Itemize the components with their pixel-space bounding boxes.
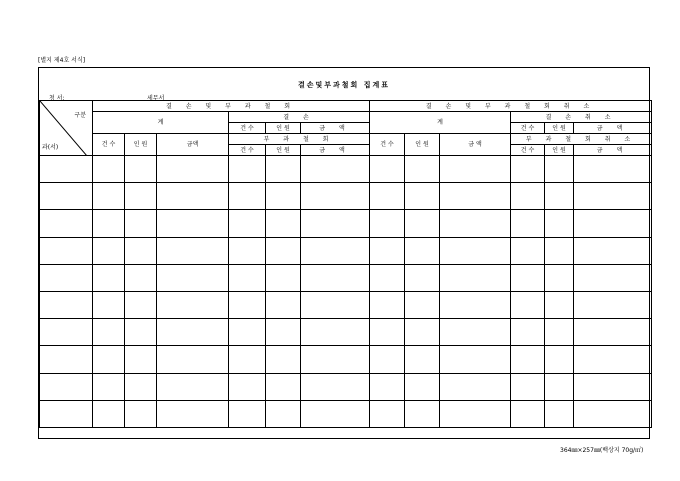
loss-header: 결 손 <box>229 112 370 123</box>
table-cell[interactable] <box>370 373 405 400</box>
table-cell[interactable] <box>405 183 440 210</box>
table-cell[interactable] <box>440 346 511 373</box>
table-cell[interactable] <box>574 319 652 346</box>
table-cell[interactable] <box>266 156 301 183</box>
summary-form <box>38 67 650 439</box>
table-cell[interactable] <box>301 210 370 237</box>
table-cell[interactable] <box>229 346 266 373</box>
table-cell[interactable] <box>405 210 440 237</box>
col-amount-total: 금액 <box>157 134 229 156</box>
table-cell[interactable] <box>405 291 440 318</box>
table-cell[interactable] <box>93 210 125 237</box>
col-amount: 금 액 <box>574 145 652 156</box>
table-cell[interactable] <box>511 210 545 237</box>
table-cell[interactable] <box>229 319 266 346</box>
table-cell[interactable] <box>40 264 93 291</box>
table-cell[interactable] <box>370 291 405 318</box>
col-amount-total: 금 액 <box>440 134 511 156</box>
table-cell[interactable] <box>574 237 652 264</box>
table-cell[interactable] <box>574 264 652 291</box>
table-cell[interactable] <box>511 156 545 183</box>
table-cell[interactable] <box>125 291 157 318</box>
table-cell[interactable] <box>574 400 652 427</box>
table-cell[interactable] <box>40 210 93 237</box>
table-cell[interactable] <box>229 264 266 291</box>
table-cell[interactable] <box>125 319 157 346</box>
total-header-left: 계 <box>93 112 229 134</box>
table-cell[interactable] <box>301 156 370 183</box>
col-people: 인 원 <box>405 134 440 156</box>
col-count: 건 수 <box>511 145 545 156</box>
table-cell[interactable] <box>440 156 511 183</box>
table-cell[interactable] <box>301 346 370 373</box>
col-people: 인 원 <box>545 123 574 134</box>
table-cell[interactable] <box>266 183 301 210</box>
table-cell[interactable] <box>405 237 440 264</box>
table-cell[interactable] <box>511 264 545 291</box>
table-cell[interactable] <box>40 400 93 427</box>
imposition-withdrawal-header: 부 과 철 회 <box>229 134 370 145</box>
table-cell[interactable] <box>93 373 125 400</box>
table-cell[interactable] <box>40 346 93 373</box>
table-row <box>40 346 652 373</box>
table-cell[interactable] <box>229 400 266 427</box>
table-cell[interactable] <box>157 183 229 210</box>
col-count: 건 수 <box>370 134 405 156</box>
table-cell[interactable] <box>93 237 125 264</box>
table-cell[interactable] <box>301 183 370 210</box>
table-cell[interactable] <box>440 264 511 291</box>
table-row <box>40 373 652 400</box>
table-cell[interactable] <box>440 237 511 264</box>
table-cell[interactable] <box>125 237 157 264</box>
table-cell[interactable] <box>40 373 93 400</box>
table-cell[interactable] <box>574 373 652 400</box>
table-cell[interactable] <box>370 264 405 291</box>
table-cell[interactable] <box>301 373 370 400</box>
col-people: 인 원 <box>266 123 301 134</box>
table-cell[interactable] <box>511 319 545 346</box>
table-row <box>40 156 652 183</box>
table-cell[interactable] <box>405 156 440 183</box>
table-cell[interactable] <box>370 237 405 264</box>
form-title: 결손및부과철회 집계표 <box>297 81 391 89</box>
table-row <box>40 183 652 210</box>
table-cell[interactable] <box>40 237 93 264</box>
table-cell[interactable] <box>93 319 125 346</box>
table-cell[interactable] <box>157 319 229 346</box>
corner-cell <box>40 101 93 156</box>
col-amount: 금 액 <box>301 145 370 156</box>
table-cell[interactable] <box>405 346 440 373</box>
table-cell[interactable] <box>266 319 301 346</box>
table-cell[interactable] <box>157 237 229 264</box>
col-amount: 금 액 <box>301 123 370 134</box>
table-cell[interactable] <box>405 264 440 291</box>
table-cell[interactable] <box>229 373 266 400</box>
group-header-right: 결 손 및 부 과 철 회 취 소 <box>370 101 652 112</box>
table-cell[interactable] <box>266 210 301 237</box>
summary-table <box>39 100 652 428</box>
col-people: 인 원 <box>545 145 574 156</box>
col-people: 인 원 <box>125 134 157 156</box>
table-cell[interactable] <box>229 291 266 318</box>
table-cell[interactable] <box>511 346 545 373</box>
table-cell[interactable] <box>545 400 574 427</box>
corner-label-division: 과(서) <box>42 144 59 151</box>
table-cell[interactable] <box>93 400 125 427</box>
table-cell[interactable] <box>370 156 405 183</box>
table-cell[interactable] <box>93 156 125 183</box>
imposition-withdrawal-cancel-header: 부 과 철 회 취 소 <box>511 134 652 145</box>
table-cell[interactable] <box>125 156 157 183</box>
table-cell[interactable] <box>157 210 229 237</box>
table-cell[interactable] <box>266 237 301 264</box>
table-cell[interactable] <box>574 291 652 318</box>
table-cell[interactable] <box>93 183 125 210</box>
table-cell[interactable] <box>511 183 545 210</box>
table-cell[interactable] <box>370 346 405 373</box>
table-cell[interactable] <box>40 156 93 183</box>
table-cell[interactable] <box>229 183 266 210</box>
table-cell[interactable] <box>574 210 652 237</box>
table-cell[interactable] <box>266 264 301 291</box>
table-cell[interactable] <box>301 291 370 318</box>
table-cell[interactable] <box>511 291 545 318</box>
table-cell[interactable] <box>574 183 652 210</box>
table-cell[interactable] <box>545 156 574 183</box>
table-row <box>40 237 652 264</box>
table-cell[interactable] <box>157 373 229 400</box>
table-cell[interactable] <box>157 264 229 291</box>
table-row <box>40 319 652 346</box>
table-cell[interactable] <box>511 237 545 264</box>
table-cell[interactable] <box>405 319 440 346</box>
table-cell[interactable] <box>266 373 301 400</box>
table-cell[interactable] <box>301 319 370 346</box>
col-count: 건 수 <box>229 123 266 134</box>
table-cell[interactable] <box>157 156 229 183</box>
col-count: 건 수 <box>229 145 266 156</box>
corner-label-category: 구분 <box>74 112 86 119</box>
table-cell[interactable] <box>545 346 574 373</box>
table-cell[interactable] <box>301 400 370 427</box>
table-cell[interactable] <box>545 373 574 400</box>
table-cell[interactable] <box>229 210 266 237</box>
table-cell[interactable] <box>440 291 511 318</box>
table-cell[interactable] <box>40 183 93 210</box>
table-row <box>40 400 652 427</box>
table-cell[interactable] <box>157 346 229 373</box>
table-cell[interactable] <box>93 264 125 291</box>
table-cell[interactable] <box>511 373 545 400</box>
table-cell[interactable] <box>157 400 229 427</box>
table-cell[interactable] <box>229 237 266 264</box>
col-people: 인 원 <box>266 145 301 156</box>
table-cell[interactable] <box>440 210 511 237</box>
table-cell[interactable] <box>440 373 511 400</box>
table-cell[interactable] <box>545 291 574 318</box>
col-count: 건 수 <box>93 134 125 156</box>
col-count: 건 수 <box>511 123 545 134</box>
table-cell[interactable] <box>125 346 157 373</box>
paper-spec: 364㎜×257㎜(백상지 70g/㎡) <box>560 447 644 454</box>
table-cell[interactable] <box>574 156 652 183</box>
table-row <box>40 210 652 237</box>
table-cell[interactable] <box>125 264 157 291</box>
table-cell[interactable] <box>229 156 266 183</box>
table-cell[interactable] <box>125 210 157 237</box>
data-rows <box>40 156 652 428</box>
table-cell[interactable] <box>545 183 574 210</box>
table-cell[interactable] <box>574 346 652 373</box>
table-cell[interactable] <box>545 237 574 264</box>
table-cell[interactable] <box>545 210 574 237</box>
table-cell[interactable] <box>370 210 405 237</box>
table-cell[interactable] <box>266 400 301 427</box>
total-header-right: 계 <box>370 112 511 134</box>
table-cell[interactable] <box>40 319 93 346</box>
table-cell[interactable] <box>125 183 157 210</box>
table-row <box>40 264 652 291</box>
table-cell[interactable] <box>405 373 440 400</box>
table-cell[interactable] <box>266 346 301 373</box>
header-office-label: 청 서: <box>49 95 65 102</box>
table-cell[interactable] <box>266 291 301 318</box>
table-cell[interactable] <box>545 264 574 291</box>
table-cell[interactable] <box>301 264 370 291</box>
table-cell[interactable] <box>93 291 125 318</box>
table-row <box>40 291 652 318</box>
table-cell[interactable] <box>125 373 157 400</box>
table-cell[interactable] <box>440 319 511 346</box>
table-cell[interactable] <box>405 400 440 427</box>
table-cell[interactable] <box>125 400 157 427</box>
col-amount: 금 액 <box>574 123 652 134</box>
form-label: [별지 제4호 서식] <box>38 57 86 64</box>
table-cell[interactable] <box>370 183 405 210</box>
table-cell[interactable] <box>545 319 574 346</box>
table-cell[interactable] <box>370 400 405 427</box>
group-header-left: 결 손 및 부 과 철 회 <box>93 101 370 112</box>
table-cell[interactable] <box>157 291 229 318</box>
table-cell[interactable] <box>93 346 125 373</box>
table-cell[interactable] <box>40 291 93 318</box>
loss-cancel-header: 결 손 취 소 <box>511 112 652 123</box>
table-cell[interactable] <box>440 183 511 210</box>
table-cell[interactable] <box>370 319 405 346</box>
table-cell[interactable] <box>440 400 511 427</box>
table-cell[interactable] <box>511 400 545 427</box>
table-cell[interactable] <box>301 237 370 264</box>
header-tax-office: 세무서 <box>147 95 165 102</box>
